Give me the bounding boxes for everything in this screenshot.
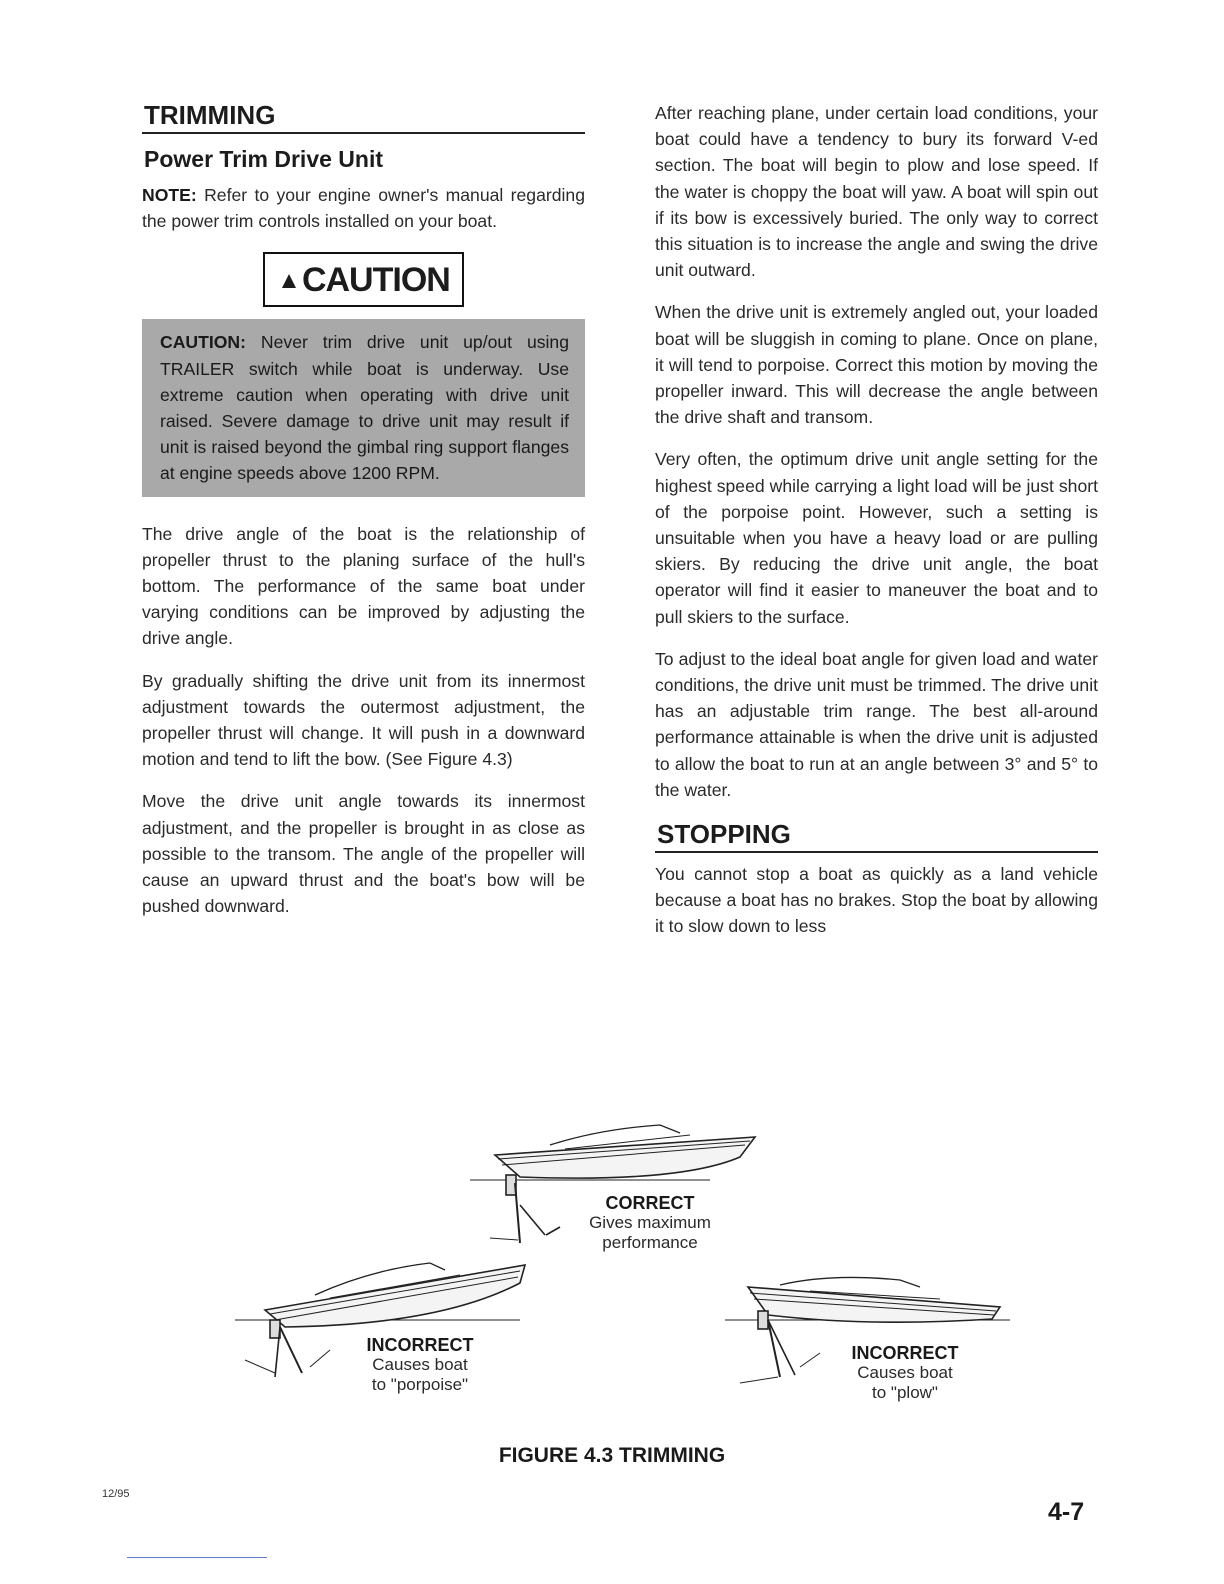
- note-label: NOTE:: [142, 185, 197, 205]
- innermost-paragraph: Move the drive unit angle towards its innermost adjustment, and the propeller is brought in as close as possible to the transom. The angle of the propeller will cause an upward thrust and the boat's bow will be pushed downward.: [142, 791, 585, 917]
- correct-label: [575, 1193, 725, 1253]
- power-trim-subheading: Power Trim Drive Unit: [144, 146, 384, 172]
- stopping-paragraph: You cannot stop a boat as quickly as a land vehicle because a boat has no brakes. Stop the boat by allowing it to slow down to less: [655, 864, 1098, 937]
- trimming-heading: TRIMMING: [142, 100, 585, 134]
- angled-out-paragraph: When the drive unit is extremely angled out, your loaded boat will be sluggish in coming to plane. Once on plane, it will tend to porpoise. Correct this motion by moving the propeller inward. This will decrease the angle between the drive shaft and transom.: [655, 302, 1098, 428]
- porpoise-label: [350, 1335, 490, 1395]
- plow-line1: Causes boat: [857, 1363, 953, 1382]
- plow-label: [835, 1343, 975, 1403]
- caution-message-box: [142, 319, 585, 496]
- porpoise-title: INCORRECT: [366, 1335, 474, 1355]
- figure-caption: FIGURE 4.3 TRIMMING: [498, 1444, 726, 1467]
- plow-title: INCORRECT: [851, 1343, 959, 1363]
- note-paragraph: [142, 182, 585, 234]
- revision-date: 12/95: [102, 1488, 130, 1500]
- correct-line1: Gives maximum: [589, 1213, 711, 1232]
- drive-angle-paragraph: The drive angle of the boat is the relationship of propeller thrust to the planing surface of the hull's bottom. The performance of the same boat under varying conditions can be improved by adjusting the drive angle.: [142, 523, 585, 649]
- ideal-angle-paragraph: To adjust to the ideal boat angle for given load and water conditions, the drive unit must be trimmed. The drive unit has an adjustable trim range. The best all-around performance attainable is when the drive unit is adjusted to allow the boat to run at an angle between 3° and 5° to the water.: [655, 648, 1098, 800]
- after-plane-paragraph: After reaching plane, under certain load conditions, your boat could have a tendency to bury its forward V-ed section. The boat will begin to plow and lose speed. If the water is choppy the boat will yaw. A boat will spin out if its bow is excessively buried. The only way to correct this situation is to increase the angle and swing the drive unit outward.: [655, 103, 1098, 281]
- stopping-heading: STOPPING: [655, 819, 1098, 853]
- caution-label: CAUTION:: [160, 332, 247, 353]
- left-column: [142, 100, 585, 935]
- page-number: 4-7: [1048, 1498, 1085, 1526]
- plow-line2: to "plow": [872, 1383, 938, 1402]
- correct-line2: performance: [602, 1233, 698, 1252]
- trimming-figure: [220, 1115, 1040, 1425]
- note-text: Refer to your engine owner's manual regarding the power trim controls installed on your boat.: [142, 185, 585, 232]
- correct-title: CORRECT: [605, 1193, 695, 1213]
- caution-title-box: [263, 252, 464, 307]
- right-column: [655, 100, 1098, 956]
- porpoise-line2: to "porpoise": [371, 1375, 469, 1394]
- porpoise-line1: Causes boat: [372, 1355, 468, 1374]
- footer-divider: [127, 1557, 267, 1558]
- caution-title: CAUTION: [301, 261, 450, 300]
- caution-paragraph: [160, 329, 569, 486]
- optimum-angle-paragraph: Very often, the optimum drive unit angle setting for the highest speed while carrying a light load will be just short of the porpoise point. However, such a setting is unsuitable when you have a heavy load or are pulling skiers. By reducing the drive unit angle, the boat operator will find it easier to maneuver the boat and to pull skiers to the surface.: [655, 449, 1098, 627]
- warning-triangle-icon: ▲: [277, 267, 300, 295]
- caution-banner: [142, 252, 585, 307]
- gradual-shift-paragraph: By gradually shifting the drive unit from its innermost adjustment towards the outermost adjustment, the propeller thrust will change. It will push in a downward motion and tend to lift the bow. (See Figure 4.3): [142, 670, 585, 770]
- caution-text: Never trim drive unit up/out using TRAILER switch while boat is underway. Use extreme caution when operating with drive unit raised. Severe damage to drive unit may result if unit is raised beyond the gimbal ring support flanges at engine speeds above 1200 RPM.: [160, 332, 570, 484]
